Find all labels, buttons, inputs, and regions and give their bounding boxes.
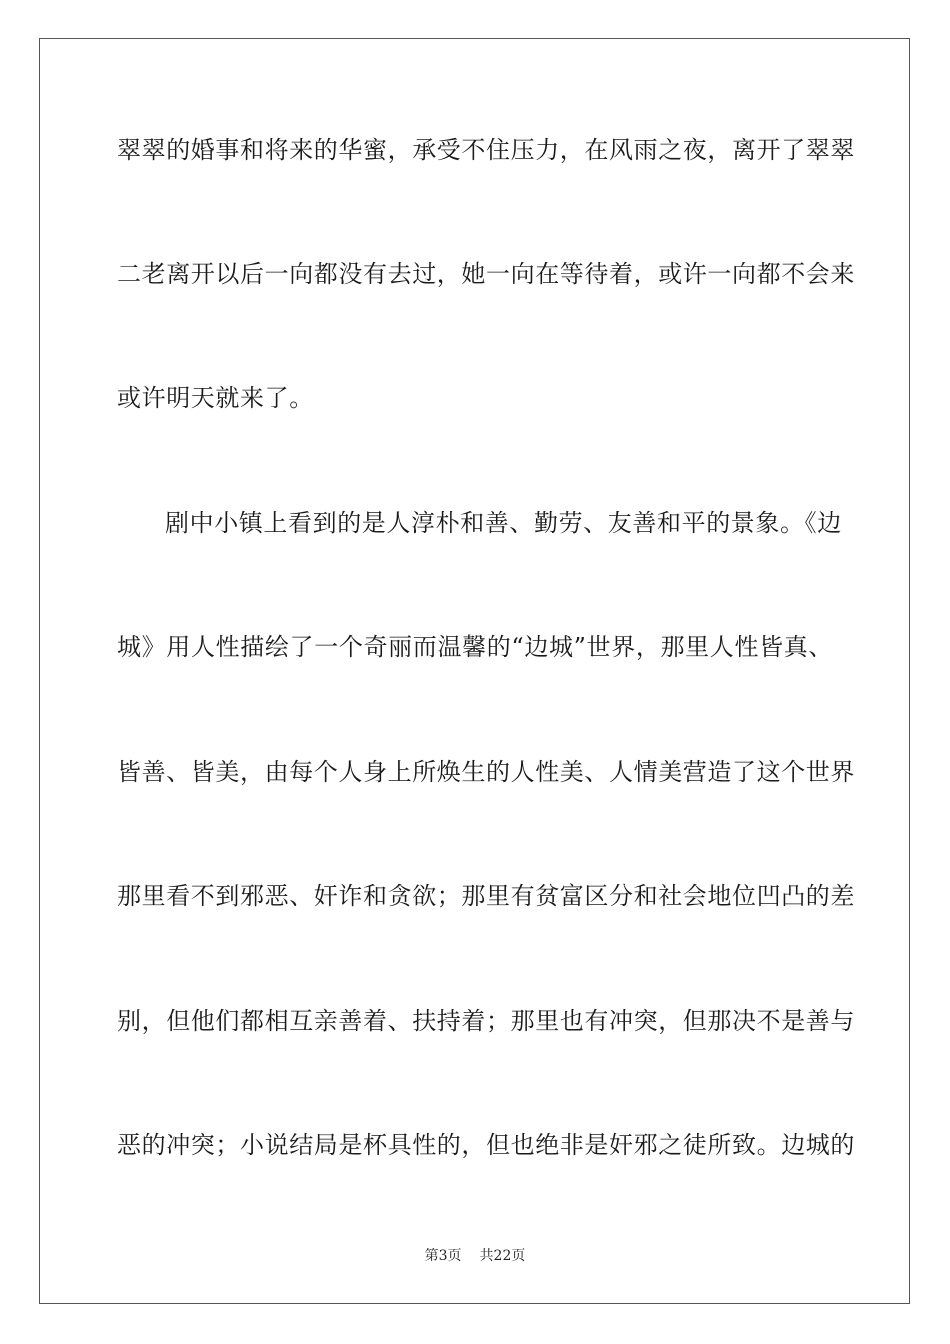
page-footer <box>0 1247 950 1265</box>
text-line: 恶的冲突；小说结局是杯具性的，但也绝非是奸邪之徒所致。边城的 <box>117 1131 855 1159</box>
text-line: 翠翠的婚事和将来的华蜜，承受不住压力，在风雨之夜，离开了翠翠 <box>117 136 855 164</box>
text-line: 皆善、皆美，由每个人身上所焕生的人性美、人情美营造了这个世界 <box>117 758 855 786</box>
page-number: 第3页 <box>424 1248 462 1264</box>
text-line: 那里看不到邪恶、奸诈和贪欲；那里有贫富区分和社会地位凹凸的差 <box>117 882 855 910</box>
page-frame <box>39 38 910 1304</box>
text-line: 城》用人性描绘了一个奇丽而温馨的“边城”世界，那里人性皆真、 <box>117 633 833 661</box>
text-line: 别，但他们都相互亲善着、扶持着；那里也有冲突，但那决不是善与 <box>117 1007 855 1035</box>
text-line: 二老离开以后一向都没有去过，她一向在等待着，或许一向都不会来 <box>117 260 855 288</box>
text-line: 或许明天就来了。 <box>117 384 314 412</box>
paragraph-first-line: 剧中小镇上看到的是人淳朴和善、勤劳、友善和平的景象。《边 <box>165 509 842 537</box>
page-total: 共22页 <box>479 1248 526 1264</box>
